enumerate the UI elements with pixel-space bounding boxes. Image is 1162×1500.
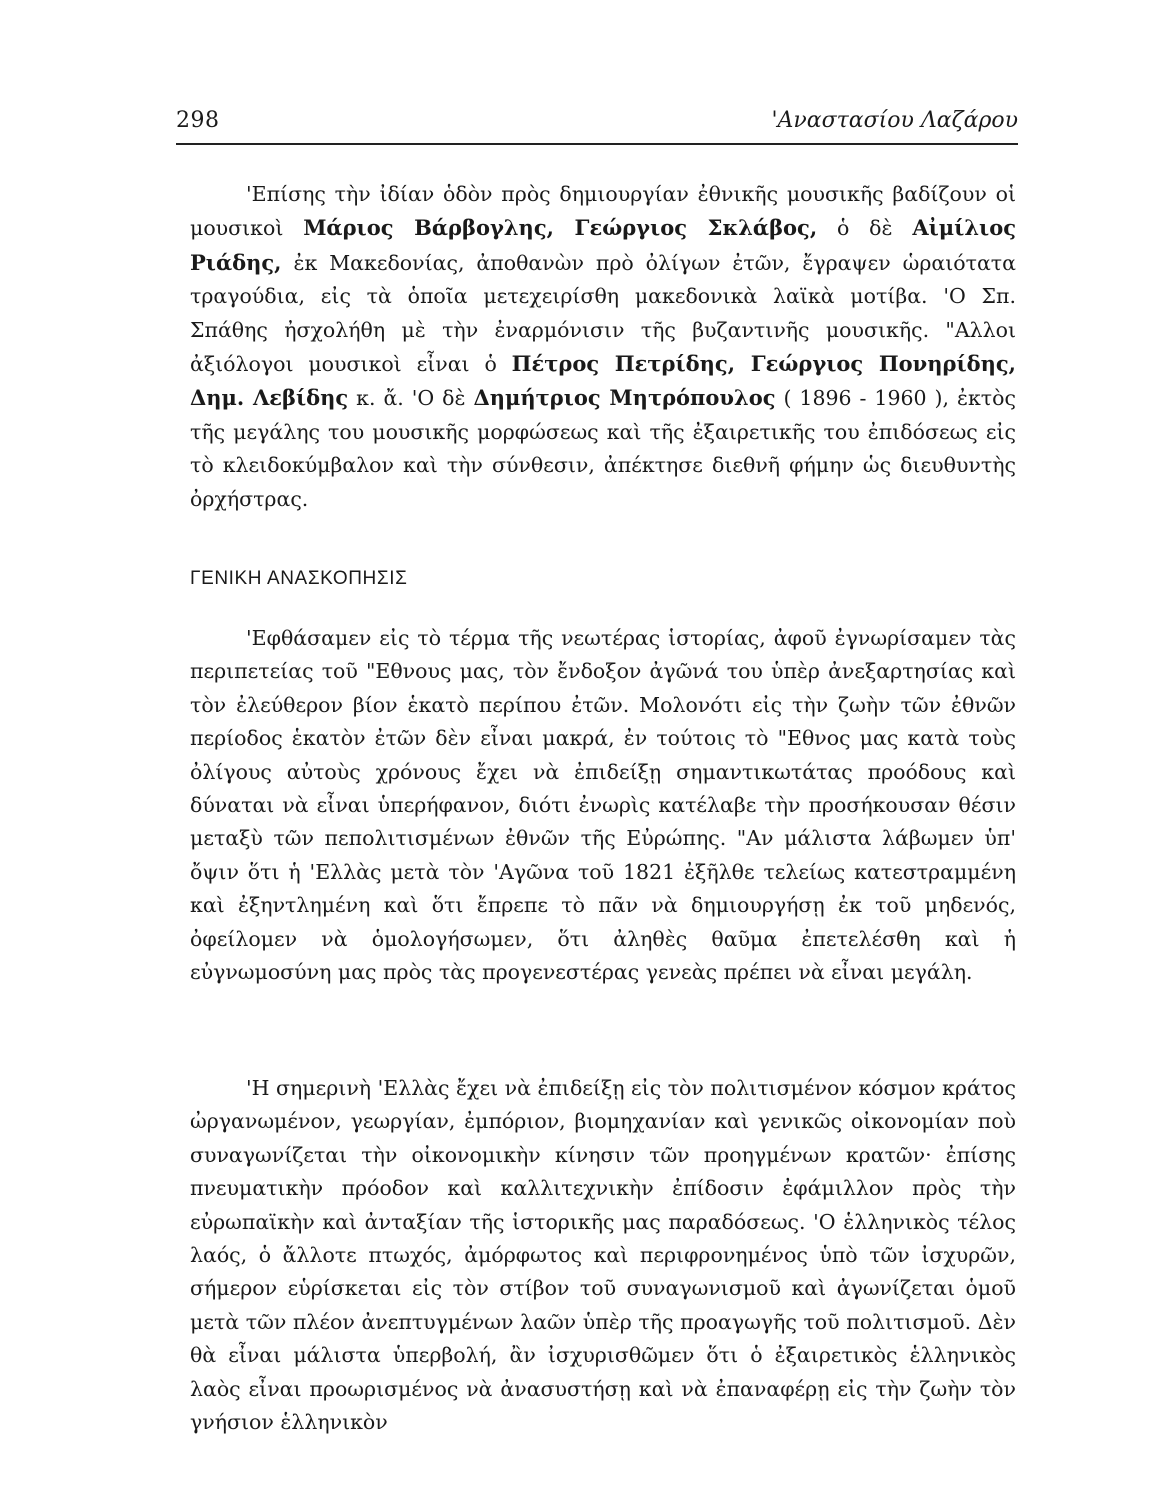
header-rule [176,143,1018,145]
paragraph-text: ἐκ Μακεδονίας, ἀποθανὼν πρὸ ὀλίγων ἐτῶν, ἔγραψεν ὡραιότατα τραγούδια, εἰς τὰ ὁποῖα μετεχειρίσθη μακεδονικὰ λαϊκὰ μοτίβα. 'Ο Σπ. Σπάθης ἠσχολήθη μὲ τὴν ἐναρμόνισιν τῆς βυζαντινῆς μουσικῆς. "Αλλοι ἀξιόλογοι μουσικοὶ εἶναι ὁ [190,250,1016,377]
bold-names: Πέτρος Πετρίδης, Γεώργιος Πονηρίδης, Δημ. Λεβίδης [190,351,1016,411]
bold-names: Αἰμίλιος Ριάδης, [190,215,1016,275]
paragraph-text: 'Επίσης τὴν ἰδίαν ὁδὸν πρὸς δημιουργίαν ἐθνικῆς μουσικῆς βαδίζουν οἱ μουσικοὶ [190,182,1016,241]
bold-names: Δημήτριος Μητρόπουλος [473,385,776,411]
paragraph-text: κ. ἄ. 'Ο δὲ [348,386,474,411]
running-head: 'Αναστασίου Λαζάρου [771,108,1018,133]
page-number: 298 [176,108,220,133]
paragraph-modern-greece: 'Η σημερινὴ 'Ελλὰς ἔχει νὰ ἐπιδείξῃ εἰς τὸν πολιτισμένον κόσμον κράτος ὠργανωμένον, γεωργίαν, ἐμπόριον, βιομηχανίαν καὶ γενικῶς οἰκονομίαν ποὺ συναγωνίζεται τὴν οἰκονομικὴν κίνησιν τῶν προηγμένων κρατῶν· ἐπίσης πνευματικὴν πρόοδον καὶ καλλιτεχνικὴν ἐπίδοσιν ἐφάμιλλον πρὸς τὴν εὐρωπαϊκὴν καὶ ἀνταξίαν τῆς ἱστορικῆς μας παραδόσεως. 'Ο ἑλληνικὸς τέλος λαός, ὁ ἄλλοτε πτωχός, ἀμόρφωτος καὶ περιφρονημένος ὑπὸ τῶν ἰσχυρῶν, σήμερον εὑρίσκεται εἰς τὸν στίβον τοῦ συναγωνισμοῦ καὶ ἀγωνίζεται ὁμοῦ μετὰ τῶν πλέον ἀνεπτυγμένων λαῶν ὑπὲρ τῆς προαγωγῆς τοῦ πολιτισμοῦ. Δὲν θὰ εἶναι μάλιστα ὑπερβολή, ἂν ἰσχυρισθῶμεν ὅτι ὁ ἐξαιρετικὸς ἑλληνικὸς λαὸς εἶναι προωρισμένος νὰ ἀνασυστήσῃ καὶ νὰ ἐπαναφέρῃ εἰς τὴν ζωὴν τὸν γνήσιον ἑλληνικὸν [190,1076,1016,1435]
paragraph-musicians [190,178,1016,516]
section-heading: ΓΕΝΙΚΗ ΑΝΑΣΚΟΠΗΣΙΣ [190,568,408,589]
paragraph-overview: 'Εφθάσαμεν εἰς τὸ τέρμα τῆς νεωτέρας ἱστορίας, ἀφοῦ ἐγνωρίσαμεν τὰς περιπετείας τοῦ "Εθνους μας, τὸν ἔνδοξον ἀγῶνά του ὑπὲρ ἀνεξαρτησίας καὶ τὸν ἐλεύθερον βίον ἑκατὸ περίπου ἐτῶν. Μολονότι εἰς τὴν ζωὴν τῶν ἐθνῶν περίοδος ἑκατὸν ἐτῶν δὲν εἶναι μακρά, ἐν τούτοις τὸ "Εθνος μας κατὰ τοὺς ὀλίγους αὐτοὺς χρόνους ἔχει νὰ ἐπιδείξῃ σημαντικωτάτας προόδους καὶ δύναται νὰ εἶναι ὑπερήφανον, διότι ἐνωρὶς κατέλαβε τὴν προσήκουσαν θέσιν μεταξὺ τῶν πεπολιτισμένων ἐθνῶν τῆς Εὐρώπης. "Αν μάλιστα λάβωμεν ὑπ' ὄψιν ὅτι ἡ 'Ελλὰς μετὰ τὸν 'Αγῶνα τοῦ 1821 ἐξῆλθε τελείως κατεστραμμένη καὶ ἐξηντλημένη καὶ ὅτι ἔπρεπε τὸ πᾶν νὰ δημιουργήσῃ ἐκ τοῦ μηδενός, ὀφείλομεν νὰ ὁμολογήσωμεν, ὅτι ἀληθὲς θαῦμα ἐπετελέσθη καὶ ἡ εὐγνωμοσύνη μας πρὸς τὰς προγενεστέρας γενεὰς πρέπει νὰ εἶναι μεγάλη. [190,626,1016,985]
paragraph-text: ὁ δὲ [817,216,913,241]
bold-names: Μάριος Βάρβογλης, Γεώργιος Σκλάβος, [303,215,818,241]
paragraph-text: ( 1896 - 1960 ), ἐκτὸς τῆς μεγάλης του μουσικῆς μορφώσεως καὶ τῆς ἐξαιρετικῆς του ἐπιδόσεως εἰς τὸ κλειδοκύμβαλον καὶ τὴν σύνθεσιν, ἀπέκτησε διεθνῆ φήμην ὡς διευθυντὴς ὀρχήστρας. [190,386,1016,511]
page-header [176,108,1018,142]
